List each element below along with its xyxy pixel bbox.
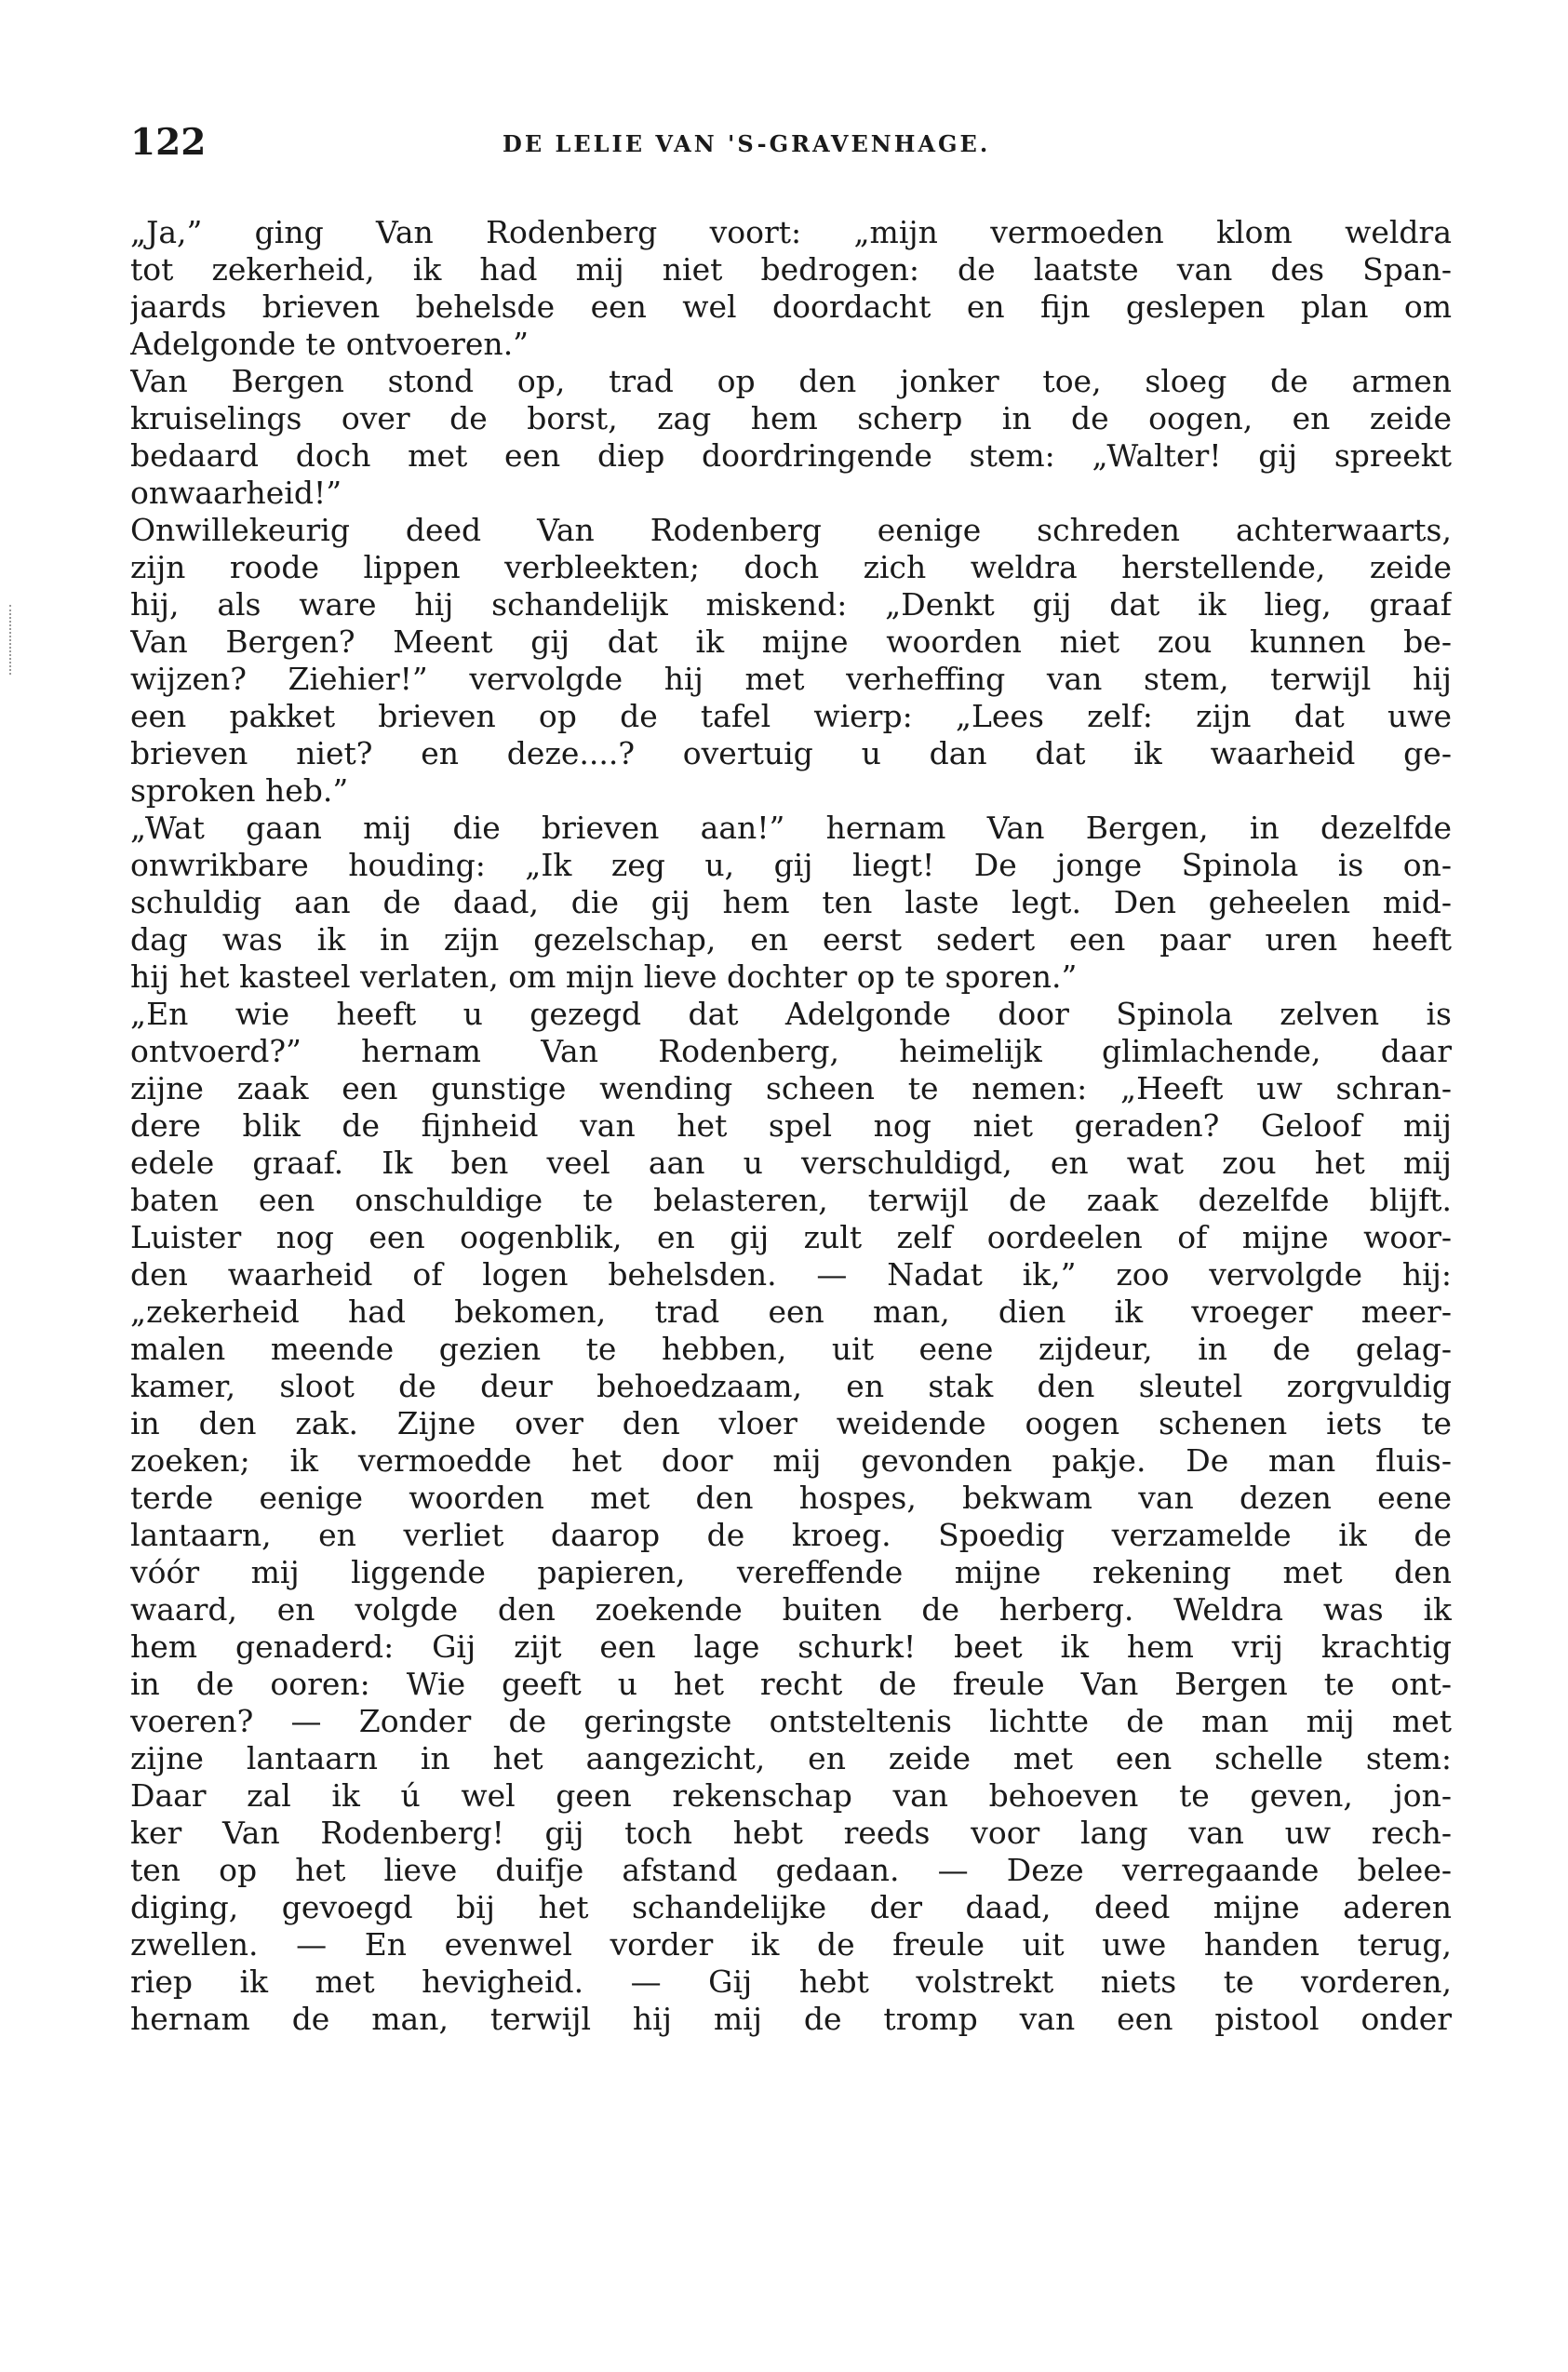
text-line: wijzen? Ziehier!” vervolgde hij met verheffing van stem, terwijl hij (130, 661, 1452, 697)
text-line: in den zak. Zijne over den vloer weidende oogen schenen iets te (130, 1405, 1452, 1441)
page-header (130, 121, 1452, 168)
text-line: onwaarheid!” (130, 475, 342, 511)
text-line: Van Bergen? Meent gij dat ik mijne woorden niet zou kunnen be- (130, 623, 1452, 660)
text-line: lantaarn, en verliet daarop de kroeg. Spoedig verzamelde ik de (130, 1517, 1452, 1553)
text-line: riep ik met hevigheid. — Gij hebt volstrekt niets te vorderen, (130, 1963, 1452, 2000)
text-line: baten een onschuldige te belasteren, terwijl de zaak dezelfde blijft. (130, 1182, 1452, 1218)
text-line: Luister nog een oogenblik, en gij zult zelf oordeelen of mijne woor- (130, 1219, 1452, 1255)
text-line: den waarheid of logen behelsden. — Nadat ik,” zoo vervolgde hij: (130, 1256, 1452, 1293)
text-line: sproken heb.” (130, 772, 349, 809)
text-line: onwrikbare houding: „Ik zeg u, gij liegt! De jonge Spinola is on- (130, 847, 1452, 883)
text-line: „zekerheid had bekomen, trad een man, dien ik vroeger meer- (130, 1293, 1452, 1330)
text-line: zoeken; ik vermoedde het door mij gevonden pakje. De man fluis- (130, 1442, 1452, 1479)
text-line: Onwillekeurig deed Van Rodenberg eenige schreden achterwaarts, (130, 512, 1452, 548)
text-line: dere blik de fijnheid van het spel nog niet geraden? Geloof mij (130, 1107, 1452, 1144)
text-line: Daar zal ik ú wel geen rekenschap van behoeven te geven, jon- (130, 1777, 1452, 1814)
text-line: waard, en volgde den zoekende buiten de herberg. Weldra was ik (130, 1591, 1452, 1628)
text-line: terde eenige woorden met den hospes, bekwam van dezen eene (130, 1480, 1452, 1516)
text-line: vóór mij liggende papieren, vereffende mijne rekening met den (130, 1554, 1452, 1590)
text-line: hij, als ware hij schandelijk miskend: „Denkt gij dat ik lieg, graaf (130, 586, 1452, 623)
text-line: een pakket brieven op de tafel wierp: „Lees zelf: zijn dat uwe (130, 698, 1452, 734)
page-number: 122 (130, 121, 207, 164)
text-line: dag was ik in zijn gezelschap, en eerst sedert een paar uren heeft (130, 921, 1452, 958)
text-line: „Wat gaan mij die brieven aan!” hernam Van Bergen, in dezelfde (130, 810, 1452, 846)
text-line: diging, gevoegd bij het schandelijke der daad, deed mijne aderen (130, 1889, 1452, 1925)
margin-mark (9, 605, 13, 675)
text-line: ontvoerd?” hernam Van Rodenberg, heimelijk glimlachende, daar (130, 1033, 1452, 1069)
text-line: Van Bergen stond op, trad op den jonker toe, sloeg de armen (130, 363, 1452, 399)
text-line: edele graaf. Ik ben veel aan u verschuldigd, en wat zou het mij (130, 1145, 1452, 1181)
text-line: hij het kasteel verlaten, om mijn lieve dochter op te sporen.” (130, 958, 1078, 995)
running-head: DE LELIE VAN 'S-GRAVENHAGE. (503, 130, 991, 157)
text-line: bedaard doch met een diep doordringende stem: „Walter! gij spreekt (130, 437, 1452, 474)
body-text (130, 214, 1452, 2038)
text-line: kamer, sloot de deur behoedzaam, en stak den sleutel zorgvuldig (130, 1368, 1452, 1404)
text-line: hem genaderd: Gij zijt een lage schurk! beet ik hem vrij krachtig (130, 1628, 1452, 1665)
text-line: malen meende gezien te hebben, uit eene zijdeur, in de gelag- (130, 1331, 1452, 1367)
text-line: „En wie heeft u gezegd dat Adelgonde door Spinola zelven is (130, 996, 1452, 1032)
text-line: zijn roode lippen verbleekten; doch zich weldra herstellende, zeide (130, 549, 1452, 585)
text-line: ker Van Rodenberg! gij toch hebt reeds voor lang van uw rech- (130, 1815, 1452, 1851)
text-line: kruiselings over de borst, zag hem scherp in de oogen, en zeide (130, 400, 1452, 436)
text-line: schuldig aan de daad, die gij hem ten laste legt. Den geheelen mid- (130, 884, 1452, 920)
text-line: „Ja,” ging Van Rodenberg voort: „mijn vermoeden klom weldra (130, 214, 1452, 250)
text-line: hernam de man, terwijl hij mij de tromp van een pistool onder (130, 2001, 1452, 2037)
text-line: brieven niet? en deze....? overtuig u dan dat ik waarheid ge- (130, 735, 1452, 771)
text-line: ten op het lieve duifje afstand gedaan. — Deze verregaande belee- (130, 1852, 1452, 1888)
text-line: jaards brieven behelsde een wel doordacht en fijn geslepen plan om (130, 288, 1452, 325)
text-line: zijne zaak een gunstige wending scheen te nemen: „Heeft uw schran- (130, 1070, 1452, 1106)
text-line: voeren? — Zonder de geringste ontsteltenis lichtte de man mij met (130, 1703, 1452, 1739)
text-line: Adelgonde te ontvoeren.” (130, 326, 529, 362)
text-line: in de ooren: Wie geeft u het recht de freule Van Bergen te ont- (130, 1666, 1452, 1702)
text-line: tot zekerheid, ik had mij niet bedrogen: de laatste van des Span- (130, 251, 1452, 288)
text-line: zwellen. — En evenwel vorder ik de freule uit uwe handen terug, (130, 1926, 1452, 1963)
text-line: zijne lantaarn in het aangezicht, en zeide met een schelle stem: (130, 1740, 1452, 1776)
